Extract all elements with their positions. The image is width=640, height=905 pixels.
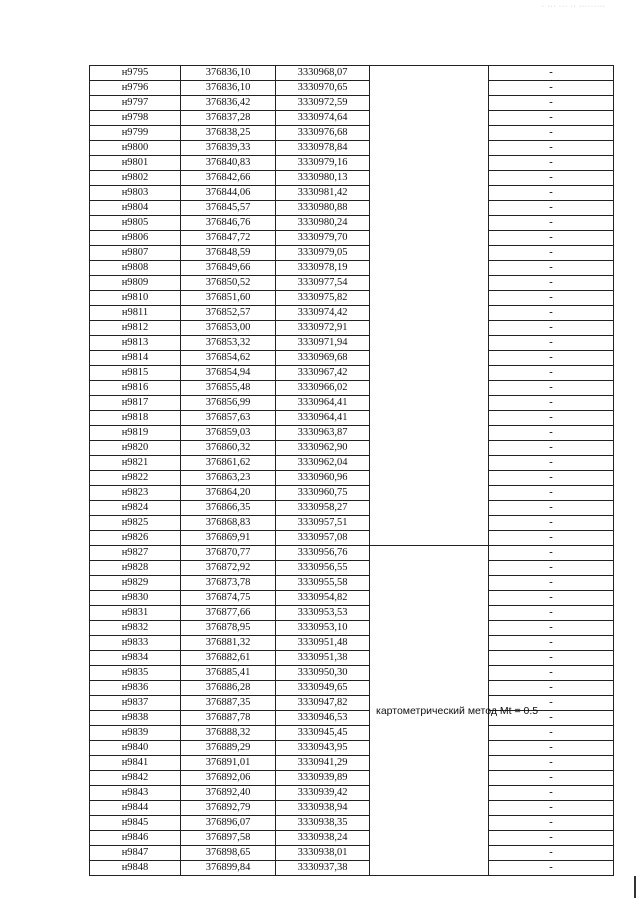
description-cell: - [489,351,614,366]
y-coordinate-cell: 3330974,64 [276,111,370,126]
description-cell: - [489,621,614,636]
table-row [90,231,614,246]
point-name-cell: н9801 [90,156,181,171]
y-coordinate-cell: 3330960,75 [276,486,370,501]
x-coordinate-cell: 376898,65 [181,846,276,861]
y-coordinate-cell: 3330953,53 [276,606,370,621]
y-coordinate-cell: 3330969,68 [276,351,370,366]
description-cell: - [489,126,614,141]
x-coordinate-cell: 376868,83 [181,516,276,531]
table-row [90,591,614,606]
scan-edge-mark [634,876,636,898]
x-coordinate-cell: 376897,58 [181,831,276,846]
description-cell: - [489,651,614,666]
coordinates-table [89,65,614,876]
x-coordinate-cell: 376853,00 [181,321,276,336]
description-cell: - [489,81,614,96]
description-cell: - [489,576,614,591]
x-coordinate-cell: 376855,48 [181,381,276,396]
table-row [90,756,614,771]
description-cell: - [489,816,614,831]
description-cell: - [489,66,614,81]
description-cell: - [489,201,614,216]
point-name-cell: н9813 [90,336,181,351]
point-name-cell: н9803 [90,186,181,201]
point-name-cell: н9824 [90,501,181,516]
x-coordinate-cell: 376842,66 [181,171,276,186]
table-row [90,321,614,336]
description-cell: - [489,666,614,681]
x-coordinate-cell: 376854,94 [181,366,276,381]
table-row [90,366,614,381]
point-name-cell: н9807 [90,246,181,261]
description-cell: - [489,306,614,321]
description-cell: - [489,336,614,351]
table-row [90,441,614,456]
y-coordinate-cell: 3330977,54 [276,276,370,291]
y-coordinate-cell: 3330974,42 [276,306,370,321]
point-name-cell: н9829 [90,576,181,591]
table-row [90,561,614,576]
y-coordinate-cell: 3330938,94 [276,801,370,816]
table-row [90,516,614,531]
table-row [90,831,614,846]
description-cell: - [489,486,614,501]
y-coordinate-cell: 3330979,16 [276,156,370,171]
x-coordinate-cell: 376870,77 [181,546,276,561]
table-row [90,501,614,516]
x-coordinate-cell: 376846,76 [181,216,276,231]
x-coordinate-cell: 376836,10 [181,66,276,81]
table-row [90,546,614,561]
table-row [90,81,614,96]
point-name-cell: н9820 [90,441,181,456]
point-name-cell: н9834 [90,651,181,666]
point-name-cell: н9840 [90,741,181,756]
point-name-cell: н9806 [90,231,181,246]
x-coordinate-cell: 376849,66 [181,261,276,276]
point-name-cell: н9831 [90,606,181,621]
point-name-cell: н9843 [90,786,181,801]
table-row [90,351,614,366]
table-row [90,66,614,81]
point-name-cell: н9796 [90,81,181,96]
table-row [90,216,614,231]
description-cell: - [489,756,614,771]
x-coordinate-cell: 376861,62 [181,456,276,471]
point-name-cell: н9827 [90,546,181,561]
x-coordinate-cell: 376863,23 [181,471,276,486]
point-name-cell: н9819 [90,426,181,441]
y-coordinate-cell: 3330964,41 [276,411,370,426]
description-cell: - [489,381,614,396]
description-cell: - [489,681,614,696]
table-row [90,111,614,126]
table-row [90,786,614,801]
point-name-cell: н9816 [90,381,181,396]
description-cell: - [489,456,614,471]
y-coordinate-cell: 3330968,07 [276,66,370,81]
table-row [90,846,614,861]
description-cell: - [489,636,614,651]
y-coordinate-cell: 3330945,45 [276,726,370,741]
table-row [90,396,614,411]
description-cell: - [489,531,614,546]
x-coordinate-cell: 376887,78 [181,711,276,726]
x-coordinate-cell: 376864,20 [181,486,276,501]
y-coordinate-cell: 3330972,59 [276,96,370,111]
y-coordinate-cell: 3330949,65 [276,681,370,696]
description-cell: - [489,696,614,711]
x-coordinate-cell: 376874,75 [181,591,276,606]
table-row [90,276,614,291]
description-cell: - [489,786,614,801]
y-coordinate-cell: 3330957,08 [276,531,370,546]
y-coordinate-cell: 3330981,42 [276,186,370,201]
y-coordinate-cell: 3330951,38 [276,651,370,666]
y-coordinate-cell: 3330958,27 [276,501,370,516]
scan-header-mark: · ··· ··· ·· ········· [542,4,606,10]
point-name-cell: н9798 [90,111,181,126]
description-cell: - [489,861,614,876]
y-coordinate-cell: 3330955,58 [276,576,370,591]
description-cell: - [489,546,614,561]
point-name-cell: н9811 [90,306,181,321]
point-name-cell: н9848 [90,861,181,876]
description-cell: - [489,831,614,846]
y-coordinate-cell: 3330938,01 [276,846,370,861]
table-row [90,456,614,471]
x-coordinate-cell: 376891,01 [181,756,276,771]
point-name-cell: н9797 [90,96,181,111]
description-cell: - [489,711,614,726]
x-coordinate-cell: 376848,59 [181,246,276,261]
point-name-cell: н9810 [90,291,181,306]
point-name-cell: н9842 [90,771,181,786]
description-cell: - [489,606,614,621]
x-coordinate-cell: 376877,66 [181,606,276,621]
table-row [90,606,614,621]
point-name-cell: н9823 [90,486,181,501]
y-coordinate-cell: 3330980,24 [276,216,370,231]
point-name-cell: н9847 [90,846,181,861]
point-name-cell: н9830 [90,591,181,606]
description-cell: - [489,726,614,741]
x-coordinate-cell: 376856,99 [181,396,276,411]
y-coordinate-cell: 3330980,13 [276,171,370,186]
y-coordinate-cell: 3330938,35 [276,816,370,831]
y-coordinate-cell: 3330950,30 [276,666,370,681]
y-coordinate-cell: 3330941,29 [276,756,370,771]
y-coordinate-cell: 3330980,88 [276,201,370,216]
table-row [90,636,614,651]
x-coordinate-cell: 376873,78 [181,576,276,591]
x-coordinate-cell: 376878,95 [181,621,276,636]
table-row [90,471,614,486]
table-row [90,486,614,501]
y-coordinate-cell: 3330971,94 [276,336,370,351]
method-note: картометрический метод Mt = 0.5 [376,704,539,717]
x-coordinate-cell: 376888,32 [181,726,276,741]
table-row [90,681,614,696]
description-cell: - [489,276,614,291]
point-name-cell: н9815 [90,366,181,381]
x-coordinate-cell: 376882,61 [181,651,276,666]
table-row [90,96,614,111]
table-row [90,576,614,591]
description-cell: - [489,801,614,816]
point-name-cell: н9822 [90,471,181,486]
y-coordinate-cell: 3330943,95 [276,741,370,756]
point-name-cell: н9802 [90,171,181,186]
description-cell: - [489,111,614,126]
y-coordinate-cell: 3330946,53 [276,711,370,726]
point-name-cell: н9795 [90,66,181,81]
y-coordinate-cell: 3330951,48 [276,636,370,651]
point-name-cell: н9837 [90,696,181,711]
table-row [90,246,614,261]
point-name-cell: н9838 [90,711,181,726]
point-name-cell: н9804 [90,201,181,216]
x-coordinate-cell: 376853,32 [181,336,276,351]
table-row [90,651,614,666]
x-coordinate-cell: 376850,52 [181,276,276,291]
point-name-cell: н9846 [90,831,181,846]
y-coordinate-cell: 3330976,68 [276,126,370,141]
description-cell: - [489,846,614,861]
x-coordinate-cell: 376889,29 [181,741,276,756]
y-coordinate-cell: 3330956,76 [276,546,370,561]
x-coordinate-cell: 376836,42 [181,96,276,111]
point-name-cell: н9825 [90,516,181,531]
point-name-cell: н9833 [90,636,181,651]
point-name-cell: н9844 [90,801,181,816]
x-coordinate-cell: 376866,35 [181,501,276,516]
x-coordinate-cell: 376899,84 [181,861,276,876]
y-coordinate-cell: 3330966,02 [276,381,370,396]
point-name-cell: н9799 [90,126,181,141]
table-row [90,186,614,201]
x-coordinate-cell: 376872,92 [181,561,276,576]
x-coordinate-cell: 376837,28 [181,111,276,126]
table-row [90,666,614,681]
x-coordinate-cell: 376845,57 [181,201,276,216]
table-row [90,171,614,186]
method-cell-empty [370,66,489,546]
y-coordinate-cell: 3330979,05 [276,246,370,261]
y-coordinate-cell: 3330939,42 [276,786,370,801]
description-cell: - [489,261,614,276]
point-name-cell: н9808 [90,261,181,276]
description-cell: - [489,366,614,381]
y-coordinate-cell: 3330954,82 [276,591,370,606]
description-cell: - [489,216,614,231]
point-name-cell: н9818 [90,411,181,426]
description-cell: - [489,471,614,486]
table-row [90,741,614,756]
x-coordinate-cell: 376840,83 [181,156,276,171]
x-coordinate-cell: 376892,40 [181,786,276,801]
x-coordinate-cell: 376852,57 [181,306,276,321]
x-coordinate-cell: 376886,28 [181,681,276,696]
table-row [90,771,614,786]
table-row [90,726,614,741]
x-coordinate-cell: 376887,35 [181,696,276,711]
description-cell: - [489,321,614,336]
description-cell: - [489,426,614,441]
x-coordinate-cell: 376836,10 [181,81,276,96]
table-row [90,426,614,441]
y-coordinate-cell: 3330939,89 [276,771,370,786]
point-name-cell: н9836 [90,681,181,696]
x-coordinate-cell: 376859,03 [181,426,276,441]
coordinates-table-body [90,66,614,876]
table-row [90,381,614,396]
table-row [90,126,614,141]
description-cell: - [489,291,614,306]
point-name-cell: н9809 [90,276,181,291]
table-row [90,816,614,831]
table-row [90,531,614,546]
y-coordinate-cell: 3330947,82 [276,696,370,711]
y-coordinate-cell: 3330938,24 [276,831,370,846]
description-cell: - [489,156,614,171]
point-name-cell: н9800 [90,141,181,156]
y-coordinate-cell: 3330970,65 [276,81,370,96]
x-coordinate-cell: 376892,06 [181,771,276,786]
x-coordinate-cell: 376881,32 [181,636,276,651]
y-coordinate-cell: 3330962,04 [276,456,370,471]
table-row [90,291,614,306]
description-cell: - [489,741,614,756]
table-row [90,201,614,216]
description-cell: - [489,771,614,786]
description-cell: - [489,516,614,531]
x-coordinate-cell: 376839,33 [181,141,276,156]
point-name-cell: н9812 [90,321,181,336]
x-coordinate-cell: 376869,91 [181,531,276,546]
x-coordinate-cell: 376854,62 [181,351,276,366]
y-coordinate-cell: 3330964,41 [276,396,370,411]
description-cell: - [489,591,614,606]
description-cell: - [489,231,614,246]
x-coordinate-cell: 376860,32 [181,441,276,456]
y-coordinate-cell: 3330979,70 [276,231,370,246]
table-row [90,411,614,426]
x-coordinate-cell: 376847,72 [181,231,276,246]
description-cell: - [489,246,614,261]
y-coordinate-cell: 3330937,38 [276,861,370,876]
point-name-cell: н9841 [90,756,181,771]
x-coordinate-cell: 376857,63 [181,411,276,426]
point-name-cell: н9805 [90,216,181,231]
point-name-cell: н9835 [90,666,181,681]
y-coordinate-cell: 3330960,96 [276,471,370,486]
y-coordinate-cell: 3330957,51 [276,516,370,531]
x-coordinate-cell: 376851,60 [181,291,276,306]
description-cell: - [489,396,614,411]
description-cell: - [489,96,614,111]
x-coordinate-cell: 376844,06 [181,186,276,201]
y-coordinate-cell: 3330956,55 [276,561,370,576]
description-cell: - [489,171,614,186]
description-cell: - [489,561,614,576]
description-cell: - [489,441,614,456]
y-coordinate-cell: 3330975,82 [276,291,370,306]
table-row [90,261,614,276]
table-row [90,306,614,321]
point-name-cell: н9826 [90,531,181,546]
x-coordinate-cell: 376896,07 [181,816,276,831]
y-coordinate-cell: 3330953,10 [276,621,370,636]
description-cell: - [489,186,614,201]
table-row [90,621,614,636]
x-coordinate-cell: 376892,79 [181,801,276,816]
description-cell: - [489,501,614,516]
point-name-cell: н9821 [90,456,181,471]
point-name-cell: н9832 [90,621,181,636]
table-row [90,801,614,816]
table-row [90,861,614,876]
table-row [90,156,614,171]
table-row [90,336,614,351]
description-cell: - [489,141,614,156]
x-coordinate-cell: 376838,25 [181,126,276,141]
y-coordinate-cell: 3330972,91 [276,321,370,336]
point-name-cell: н9817 [90,396,181,411]
x-coordinate-cell: 376885,41 [181,666,276,681]
y-coordinate-cell: 3330962,90 [276,441,370,456]
table-row [90,141,614,156]
y-coordinate-cell: 3330963,87 [276,426,370,441]
point-name-cell: н9828 [90,561,181,576]
y-coordinate-cell: 3330978,84 [276,141,370,156]
point-name-cell: н9839 [90,726,181,741]
point-name-cell: н9814 [90,351,181,366]
description-cell: - [489,411,614,426]
y-coordinate-cell: 3330967,42 [276,366,370,381]
method-cell [370,546,539,876]
point-name-cell: н9845 [90,816,181,831]
y-coordinate-cell: 3330978,19 [276,261,370,276]
